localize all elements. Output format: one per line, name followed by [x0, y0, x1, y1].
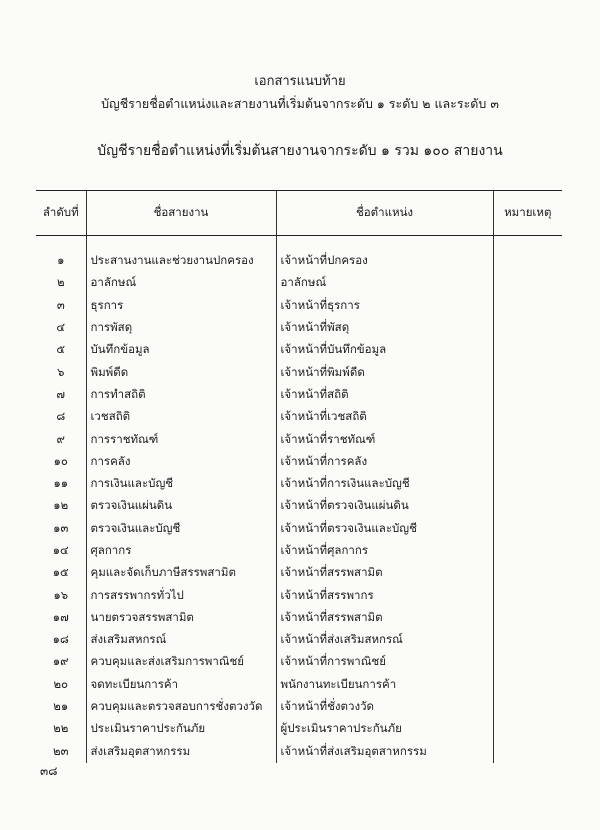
cell-line-name: พิมพ์ดีด [86, 361, 276, 383]
table-header-row [36, 191, 562, 236]
cell-position-name: พนักงานทะเบียนการค้า [276, 674, 493, 696]
cell-remarks [493, 317, 562, 339]
column-header-position-name: ชื่อตำแหน่ง [276, 191, 493, 236]
cell-number: ๒ [56, 275, 65, 290]
document-subtitle-primary: บัญชีรายชื่อตำแหน่งและสายงานที่เริ่มต้นจากระดับ ๑ ระดับ ๒ และระดับ ๓ [101, 96, 499, 111]
cell-number: ๑ [57, 253, 65, 268]
cell-number: ๕ [56, 342, 66, 357]
cell-number: ๑๖ [53, 587, 69, 602]
cell-remarks [493, 741, 562, 763]
cell-position-name: เจ้าหน้าที่การคลัง [276, 451, 493, 473]
cell-remarks [493, 361, 562, 383]
table-row [36, 696, 562, 718]
cell-line-name: การสรรพากรทั่วไป [86, 584, 276, 606]
table-row [36, 718, 562, 740]
table-row [36, 272, 562, 294]
cell-position-name: เจ้าหน้าที่พิมพ์ดีด [276, 361, 493, 383]
cell-position-name: เจ้าหน้าที่ส่งเสริมอุตสาหกรรม [276, 741, 493, 763]
document-title: เอกสารแนบท้าย [254, 74, 346, 89]
cell-number: ๑๔ [52, 543, 69, 557]
cell-position-name: เจ้าหน้าที่ส่งเสริมสหกรณ์ [276, 629, 493, 651]
cell-remarks [493, 651, 562, 673]
cell-position-name: เจ้าหน้าที่บันทึกข้อมูล [276, 339, 493, 361]
table-row [36, 629, 562, 651]
cell-remarks [493, 562, 562, 584]
cell-position-name: เจ้าหน้าที่ชั่งตวงวัด [276, 696, 493, 718]
table-body [36, 236, 562, 763]
table-spacer-row [36, 236, 562, 251]
page-number: ๓๘ [40, 764, 58, 778]
cell-line-name: จดทะเบียนการค้า [86, 674, 276, 696]
cell-position-name: เจ้าหน้าที่เวชสถิติ [276, 406, 493, 428]
position-table [36, 190, 562, 763]
table-row [36, 518, 562, 540]
cell-number: ๔ [56, 320, 66, 335]
cell-remarks [493, 674, 562, 696]
cell-line-name: การทำสถิติ [86, 384, 276, 406]
table-row [36, 674, 562, 696]
table-row [36, 339, 562, 361]
table-row [36, 317, 562, 339]
cell-number: ๑๑ [53, 476, 69, 491]
cell-line-name: การพัสดุ [86, 317, 276, 339]
table-row [36, 584, 562, 606]
cell-number: ๗ [56, 386, 66, 401]
cell-number: ๑๓ [53, 520, 69, 535]
cell-number: ๒๑ [53, 699, 69, 714]
table-row [36, 406, 562, 428]
cell-position-name: เจ้าหน้าที่สรรพสามิต [276, 562, 493, 584]
cell-remarks [493, 540, 562, 562]
cell-position-name: เจ้าหน้าที่ราชทัณฑ์ [276, 428, 493, 450]
cell-line-name: ศุลกากร [86, 540, 276, 562]
cell-line-name: ควบคุมและตรวจสอบการชั่งตวงวัด [86, 696, 276, 718]
cell-line-name: ส่งเสริมอุตสาหกรรม [86, 741, 276, 763]
cell-line-name: เวชสถิติ [86, 406, 276, 428]
cell-line-name: การราชทัณฑ์ [86, 428, 276, 450]
cell-position-name: เจ้าหน้าที่ปกครอง [276, 250, 493, 272]
column-header-line-name: ชื่อสายงาน [86, 191, 276, 236]
table-row [36, 295, 562, 317]
cell-line-name: ตรวจเงินแผ่นดิน [86, 495, 276, 517]
table-row [36, 361, 562, 383]
cell-number: ๖ [57, 364, 65, 379]
cell-number: ๒๓ [53, 743, 69, 758]
table-row [36, 428, 562, 450]
cell-position-name: อาลักษณ์ [276, 272, 493, 294]
document-subtitle-secondary: บัญชีรายชื่อตำแหน่งที่เริ่มต้นสายงานจากระดับ ๑ รวม ๑๐๐ สายงาน [97, 143, 503, 159]
table-row [36, 651, 562, 673]
cell-number: ๓ [56, 297, 65, 312]
cell-remarks [493, 339, 562, 361]
table-row [36, 540, 562, 562]
cell-position-name: ผู้ประเมินราคาประกันภัย [276, 718, 493, 740]
cell-number: ๒๐ [53, 676, 69, 691]
cell-number: ๑๕ [52, 565, 69, 580]
table-row [36, 741, 562, 763]
cell-line-name: คุมและจัดเก็บภาษีสรรพสามิต [86, 562, 276, 584]
cell-position-name: เจ้าหน้าที่ตรวจเงินและบัญชี [276, 518, 493, 540]
cell-remarks [493, 428, 562, 450]
cell-position-name: เจ้าหน้าที่พัสดุ [276, 317, 493, 339]
cell-remarks [493, 495, 562, 517]
cell-number: ๒๒ [53, 721, 69, 736]
cell-position-name: เจ้าหน้าที่สถิติ [276, 384, 493, 406]
cell-position-name: เจ้าหน้าที่ศุลกากร [276, 540, 493, 562]
cell-remarks [493, 272, 562, 294]
cell-number: ๘ [56, 409, 66, 424]
table-row [36, 451, 562, 473]
table-row [36, 562, 562, 584]
cell-remarks [493, 384, 562, 406]
cell-line-name: การเงินและบัญชี [86, 473, 276, 495]
cell-line-name: ส่งเสริมสหกรณ์ [86, 629, 276, 651]
cell-position-name: เจ้าหน้าที่การพาณิชย์ [276, 651, 493, 673]
cell-remarks [493, 451, 562, 473]
cell-line-name: ประเมินราคาประกันภัย [86, 718, 276, 740]
cell-line-name: นายตรวจสรรพสามิต [86, 607, 276, 629]
table-row [36, 607, 562, 629]
cell-number: ๑๗ [52, 609, 69, 624]
cell-position-name: เจ้าหน้าที่การเงินและบัญชี [276, 473, 493, 495]
cell-remarks [493, 406, 562, 428]
cell-remarks [493, 584, 562, 606]
cell-line-name: อาลักษณ์ [86, 272, 276, 294]
column-header-number: ลำดับที่ [36, 191, 86, 236]
cell-position-name: เจ้าหน้าที่สรรพากร [276, 584, 493, 606]
table-row [36, 473, 562, 495]
cell-line-name: บันทึกข้อมูล [86, 339, 276, 361]
cell-line-name: ธุรการ [86, 295, 276, 317]
cell-line-name: การคลัง [86, 451, 276, 473]
cell-number: ๙ [56, 431, 65, 446]
cell-line-name: ควบคุมและส่งเสริมการพาณิชย์ [86, 651, 276, 673]
column-header-remarks: หมายเหตุ [493, 191, 562, 236]
table-row [36, 495, 562, 517]
cell-remarks [493, 629, 562, 651]
cell-line-name: ประสานงานและช่วยงานปกครอง [86, 250, 276, 272]
cell-remarks [493, 696, 562, 718]
cell-number: ๑๐ [53, 453, 68, 468]
table-row [36, 384, 562, 406]
cell-remarks [493, 607, 562, 629]
table-row [36, 250, 562, 272]
cell-position-name: เจ้าหน้าที่สรรพสามิต [276, 607, 493, 629]
cell-remarks [493, 718, 562, 740]
cell-number: ๑๘ [52, 632, 69, 647]
cell-number: ๑๒ [53, 498, 69, 513]
cell-remarks [493, 250, 562, 272]
cell-line-name: ตรวจเงินและบัญชี [86, 518, 276, 540]
cell-number: ๑๙ [52, 654, 69, 669]
cell-remarks [493, 295, 562, 317]
cell-remarks [493, 473, 562, 495]
cell-remarks [493, 518, 562, 540]
cell-position-name: เจ้าหน้าที่ธุรการ [276, 295, 493, 317]
cell-position-name: เจ้าหน้าที่ตรวจเงินแผ่นดิน [276, 495, 493, 517]
